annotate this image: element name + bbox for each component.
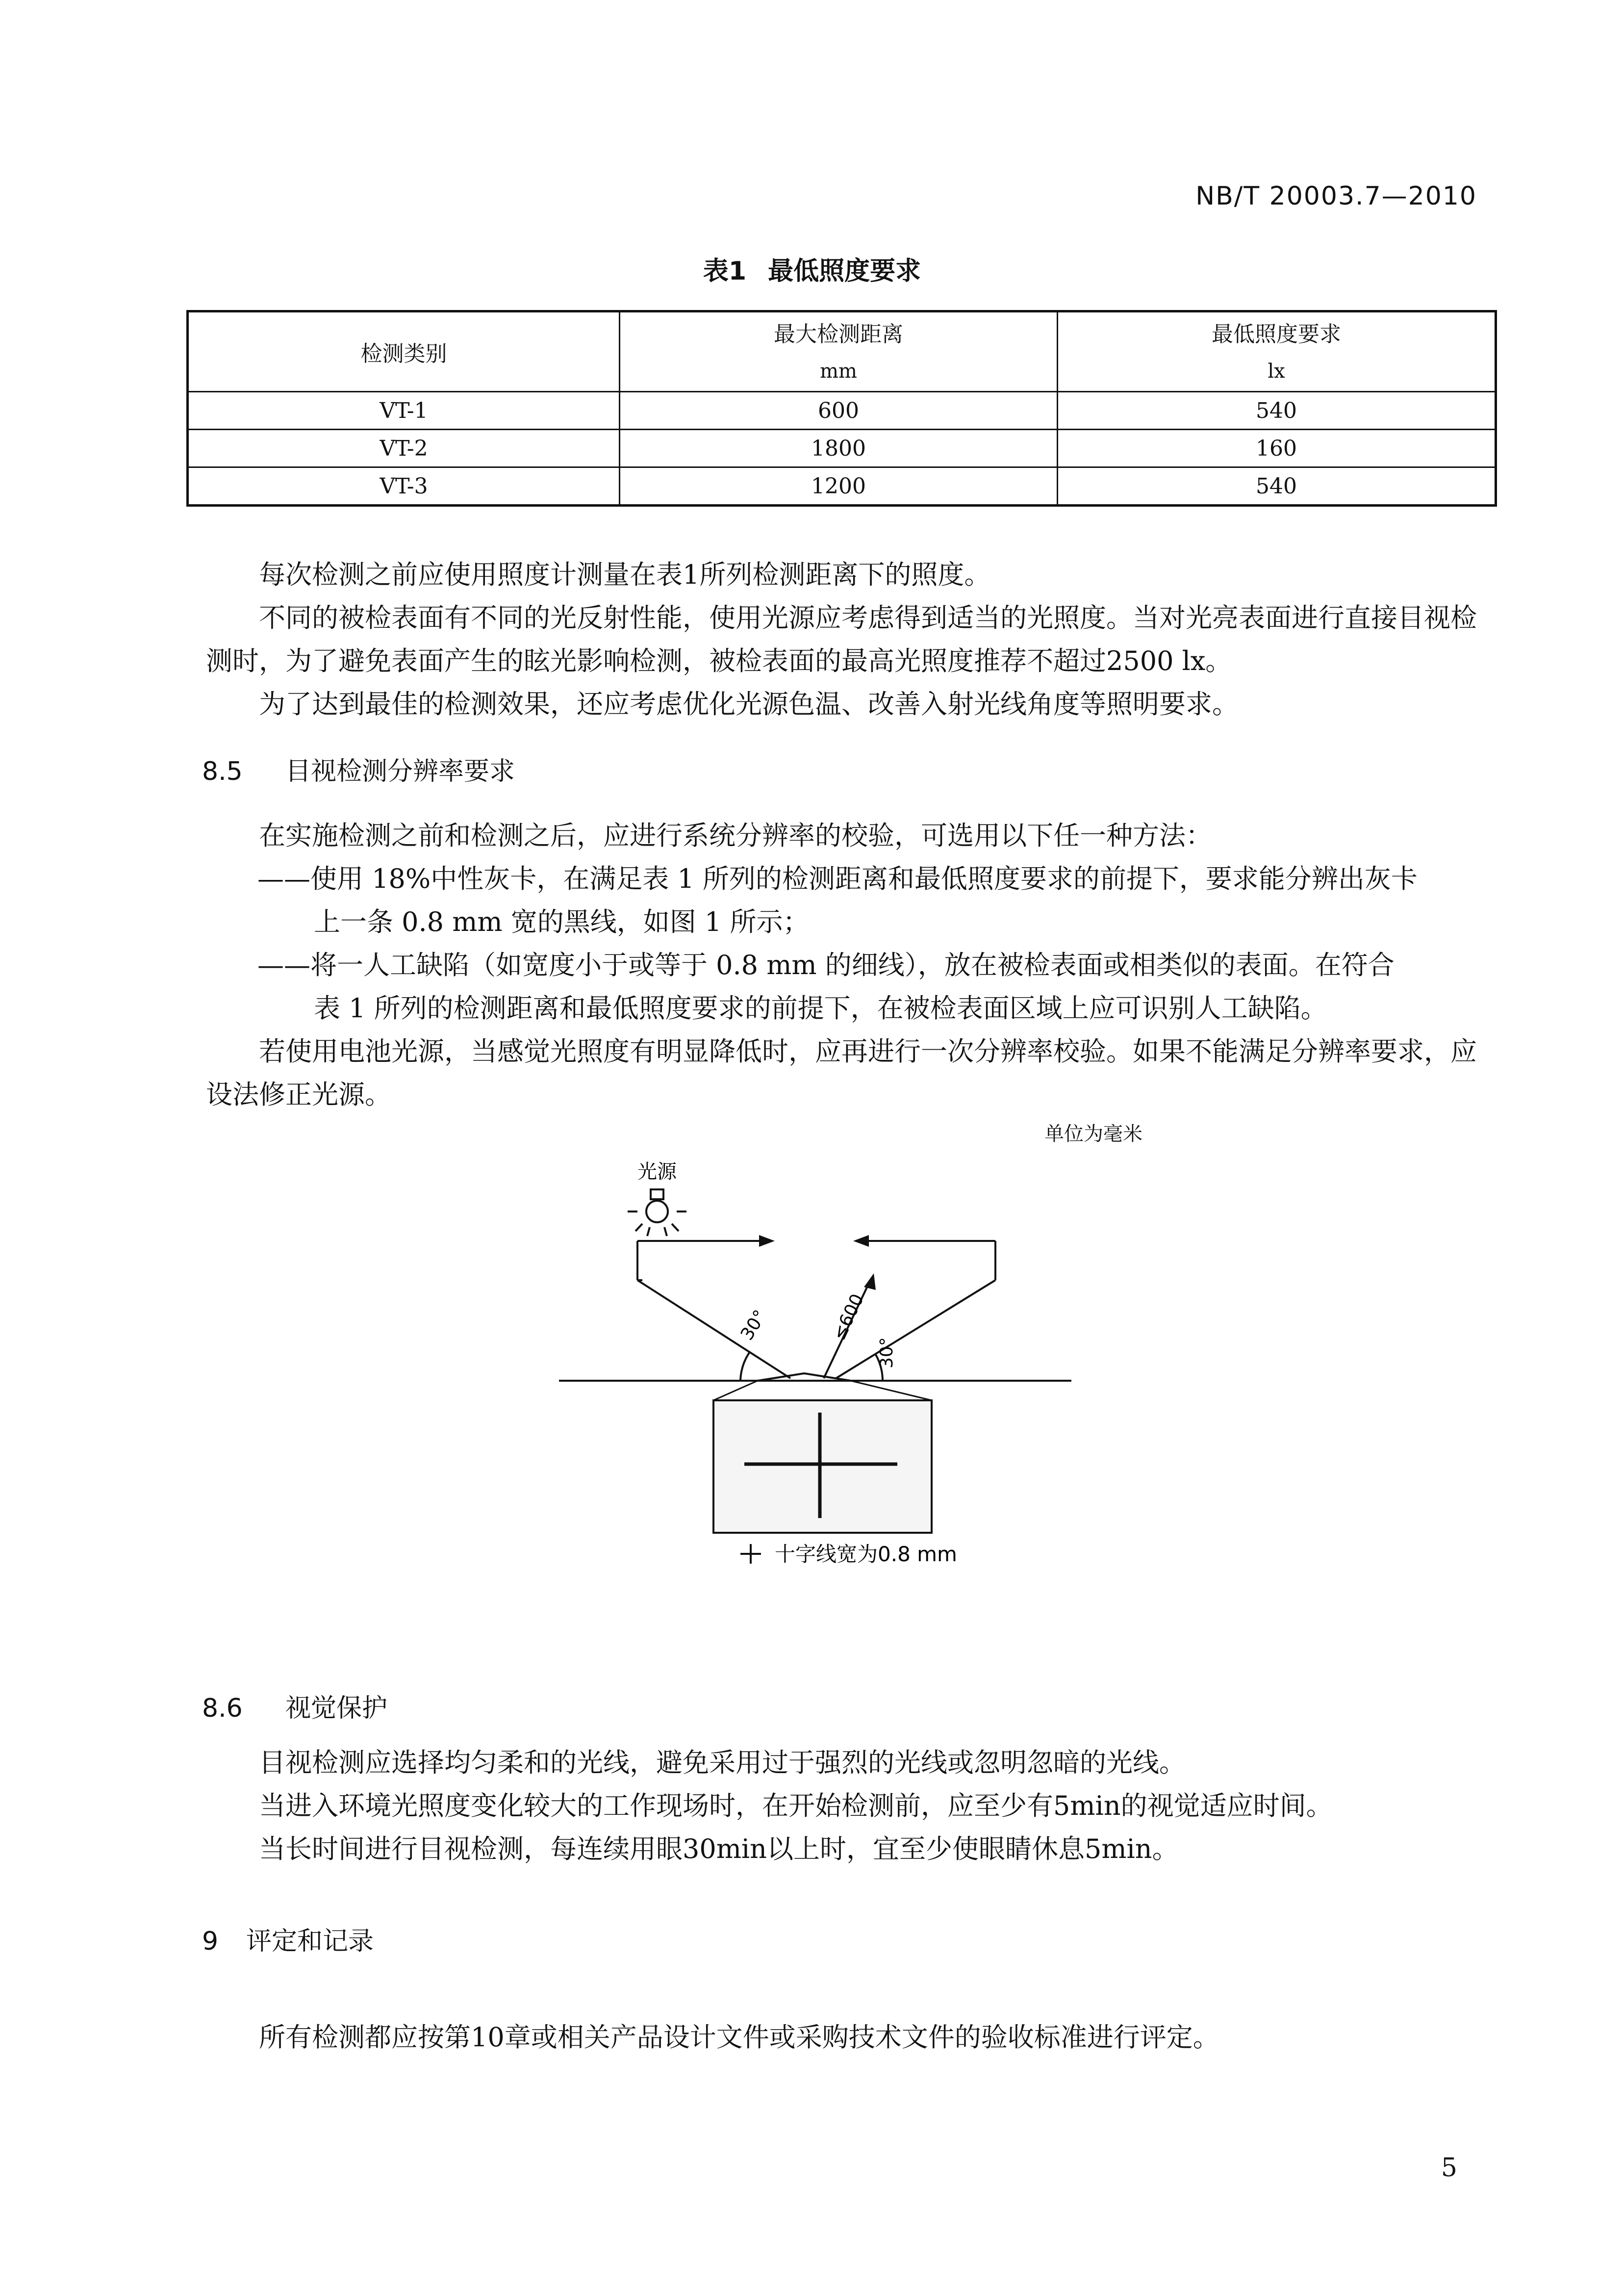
card-edge <box>713 1381 758 1400</box>
cell-distance: 600 <box>620 392 1058 430</box>
list-item-line: 上一条 0.8 mm 宽的黑线，如图 1 所示； <box>314 906 810 937</box>
section-number: 9 <box>202 1927 219 1956</box>
distance-label: ≤600 <box>829 1290 868 1343</box>
cell-category: VT-1 <box>188 392 620 430</box>
cell-category: VT-2 <box>188 430 620 467</box>
angle-right-label: 30° <box>877 1337 897 1368</box>
paragraph: 当长时间进行目视检测，每连续用眼30min以上时，宜至少使眼睛休息5min。 <box>259 1833 1179 1864</box>
paragraph: 每次检测之前应使用照度计测量在表1所列检测距离下的照度。 <box>259 559 991 590</box>
list-item-line: ——将一人工缺陷（如宽度小于或等于 0.8 mm 的细线），放在被检表面或相类似的表面。在符合 <box>257 950 1395 980</box>
cell-illuminance: 540 <box>1058 467 1496 506</box>
page-number: 5 <box>1441 2153 1457 2183</box>
section-title: 评定和记录 <box>246 1927 374 1956</box>
light-source-label: 光源 <box>637 1160 677 1183</box>
unit-note: 单位为毫米 <box>1044 1123 1142 1145</box>
paragraph: 目视检测应选择均匀柔和的光线，避免采用过于强烈的光线或忽明忽暗的光线。 <box>259 1747 1186 1778</box>
cell-distance: 1800 <box>620 430 1058 467</box>
section-heading-9 <box>202 1920 374 1957</box>
paragraph: 在实施检测之前和检测之后，应进行系统分辨率的校验，可选用以下任一种方法： <box>259 820 1212 851</box>
cell-distance: 1200 <box>620 467 1058 506</box>
light-bulb-icon <box>628 1189 686 1236</box>
section-title: 目视检测分辨率要求 <box>285 757 515 786</box>
header-category: 检测类别 <box>188 311 620 392</box>
arrow-head <box>759 1235 775 1247</box>
paragraph: 不同的被检表面有不同的光反射性能，使用光源应考虑得到适当的光照度。当对光亮表面进行直接目视检测时，为了避免表面产生的眩光影响检测，被检表面的最高光照度推荐不超过2500 lx。 <box>206 602 1477 676</box>
cell-illuminance: 540 <box>1058 392 1496 430</box>
paragraph: 为了达到最佳的检测效果，还应考虑优化光源色温、改善入射光线角度等照明要求。 <box>259 689 1239 720</box>
section-title: 视觉保护 <box>285 1694 388 1723</box>
section-number: 8.5 <box>202 757 243 786</box>
angle-left-label: 30° <box>736 1306 771 1344</box>
standard-number: NB/T 20003.7—2010 <box>1195 181 1477 211</box>
grey-card <box>713 1400 932 1533</box>
arrow-head <box>864 1273 876 1290</box>
incident-light-path <box>637 1241 790 1381</box>
arrow-head <box>853 1235 869 1247</box>
figure-caption: 十字线宽为0.8 mm <box>775 1542 957 1566</box>
section-heading-8-6 <box>202 1687 387 1724</box>
section-number: 8.6 <box>202 1694 243 1723</box>
header-illuminance: 最低照度要求 <box>1058 311 1496 352</box>
paragraph: 所有检测都应按第10章或相关产品设计文件或采购技术文件的验收标准进行评定。 <box>259 2022 1219 2053</box>
paragraph: 若使用电池光源，当感觉光照度有明显降低时，应再进行一次分辨率校验。如果不能满足分辨率要求，应设法修正光源。 <box>206 1036 1477 1110</box>
header-distance-unit: mm <box>620 352 1058 392</box>
card-edge <box>851 1381 932 1400</box>
crosshair-icon <box>740 1544 761 1564</box>
table-title-text: 最低照度要求 <box>768 257 921 286</box>
list-item-line: 表 1 所列的检测距离和最低照度要求的前提下，在被检表面区域上应可识别人工缺陷。 <box>314 993 1327 1024</box>
header-distance: 最大检测距离 <box>620 311 1058 352</box>
table-number: 表1 <box>703 257 747 286</box>
list-item-line: ——使用 18%中性灰卡，在满足表 1 所列的检测距离和最低照度要求的前提下，要求能分辨出灰卡 <box>257 863 1418 894</box>
cell-illuminance: 160 <box>1058 430 1496 467</box>
paragraph: 当进入环境光照度变化较大的工作现场时，在开始检测前，应至少有5min的视觉适应时间。 <box>259 1790 1333 1821</box>
cell-category: VT-3 <box>188 467 620 506</box>
header-illuminance-unit: lx <box>1058 352 1496 392</box>
